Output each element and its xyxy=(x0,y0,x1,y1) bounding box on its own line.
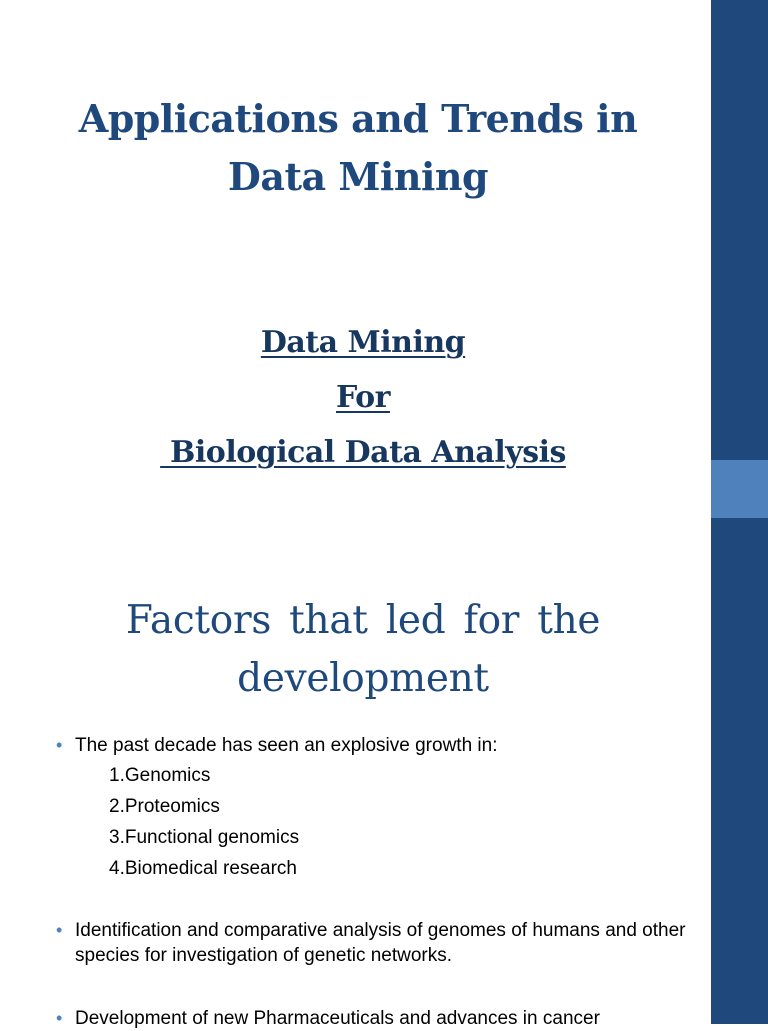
slide-title-line-1: Applications and Trends in xyxy=(78,96,638,141)
bullet-item xyxy=(56,1006,696,1031)
bullet-marker-icon: • xyxy=(56,735,63,755)
section-heading-line-1: Factors that led for the xyxy=(125,598,601,643)
list-item: 4.Biomedical research xyxy=(109,858,297,879)
subtitle-line-2: For xyxy=(336,380,390,415)
slide-title xyxy=(20,90,696,206)
list-item: 1.Genomics xyxy=(109,765,211,786)
bullet-text: Development of new Pharmaceuticals and advances in cancer xyxy=(75,1008,600,1029)
bullet-item xyxy=(56,733,696,758)
bullet-text: Identification and comparative analysis of genomes of humans and other species for investigation of genetic networks. xyxy=(75,920,686,966)
bullet-marker-icon: • xyxy=(56,1008,63,1028)
subtitle-line-1: Data Mining xyxy=(260,325,466,360)
section-heading-line-2: development xyxy=(237,656,489,701)
growth-areas-list xyxy=(109,763,669,887)
slide-title-line-2: Data Mining xyxy=(227,154,489,199)
subtitle-line-3: Biological Data Analysis xyxy=(160,435,566,470)
list-item: 3.Functional genomics xyxy=(109,827,300,848)
section-heading xyxy=(20,592,706,708)
bullet-marker-icon: • xyxy=(56,920,63,940)
bullet-item xyxy=(56,918,696,968)
list-item: 2.Proteomics xyxy=(109,796,220,817)
bullet-text: The past decade has seen an explosive growth in: xyxy=(75,735,498,756)
sidebar-accent-block xyxy=(711,460,768,518)
slide-subtitle xyxy=(20,317,706,482)
